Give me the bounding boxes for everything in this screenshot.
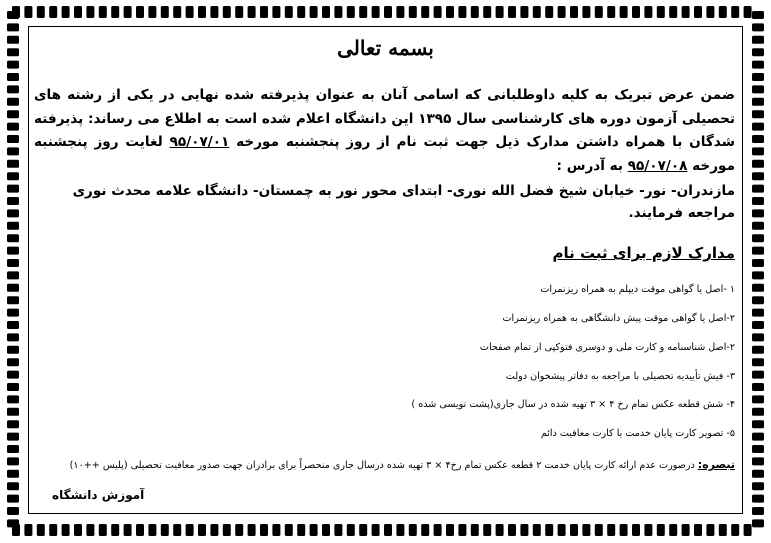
border-link (7, 309, 19, 317)
border-link (644, 524, 652, 536)
border-link (620, 6, 628, 18)
border-link (744, 524, 752, 536)
border-link (694, 6, 702, 18)
border-link (7, 395, 19, 403)
border-link (682, 524, 690, 536)
border-link (62, 524, 70, 536)
border-link (752, 172, 764, 180)
border-link (310, 6, 318, 18)
border-link (7, 346, 19, 354)
border-link (752, 23, 764, 31)
border-link (752, 408, 764, 416)
border-link (752, 135, 764, 143)
border-link (7, 296, 19, 304)
border-link (148, 6, 156, 18)
border-link (731, 6, 739, 18)
border-link (62, 6, 70, 18)
border-link (136, 6, 144, 18)
border-link (582, 524, 590, 536)
border-link (161, 6, 169, 18)
border-link (124, 524, 132, 536)
border-link (396, 524, 404, 536)
border-link (7, 110, 19, 118)
border-link (7, 73, 19, 81)
border-link (752, 222, 764, 230)
border-link (752, 309, 764, 317)
notice-content (30, 26, 741, 514)
border-link (7, 185, 19, 193)
border-link (210, 6, 218, 18)
border-link (644, 6, 652, 18)
border-link (752, 358, 764, 366)
border-link (458, 6, 466, 18)
border-link (7, 48, 19, 56)
border-link (173, 524, 181, 536)
border-link (421, 524, 429, 536)
border-link (7, 333, 19, 341)
border-link (7, 408, 19, 416)
border-link (752, 346, 764, 354)
border-link (7, 123, 19, 131)
border-link (7, 147, 19, 155)
border-link (607, 6, 615, 18)
border-link (74, 6, 82, 18)
border-link (446, 6, 454, 18)
border-link (752, 110, 764, 118)
border-link (272, 524, 280, 536)
border-link (508, 524, 516, 536)
border-link (752, 383, 764, 391)
border-link (223, 524, 231, 536)
border-link (7, 470, 19, 478)
border-link (752, 470, 764, 478)
border-link (558, 6, 566, 18)
border-link (210, 524, 218, 536)
border-link (752, 98, 764, 106)
border-link (752, 123, 764, 131)
border-link (235, 6, 243, 18)
border-link (570, 6, 578, 18)
border-link (186, 524, 194, 536)
border-link (384, 6, 392, 18)
border-link (752, 11, 764, 19)
border-link (752, 519, 764, 527)
doc-item: ۳- فیش تأییدیه تحصیلی با مراجعه به دفاتر پیشخوان دولت (505, 371, 735, 382)
border-link (409, 524, 417, 536)
border-link (752, 482, 764, 490)
border-link (752, 61, 764, 69)
border-link (409, 6, 417, 18)
border-link (7, 495, 19, 503)
border-link (471, 6, 479, 18)
border-link (285, 524, 293, 536)
end-date: ۹۵/۰۷/۰۸ (627, 157, 688, 174)
border-link (7, 371, 19, 379)
border-link (7, 445, 19, 453)
border-link (198, 6, 206, 18)
border-link (24, 6, 32, 18)
border-link (86, 524, 94, 536)
border-link (7, 383, 19, 391)
border-link (7, 135, 19, 143)
border-link (7, 321, 19, 329)
border-link (595, 6, 603, 18)
border-link (620, 524, 628, 536)
border-link (7, 247, 19, 255)
border-link (7, 284, 19, 292)
border-link (458, 524, 466, 536)
border-link (496, 524, 504, 536)
border-link (752, 271, 764, 279)
border-link (260, 524, 268, 536)
border-link (136, 524, 144, 536)
border-link (706, 6, 714, 18)
border-link (372, 6, 380, 18)
border-link (37, 524, 45, 536)
border-link (359, 6, 367, 18)
border-link (719, 6, 727, 18)
border-link (752, 73, 764, 81)
border-link (752, 234, 764, 242)
border-link (483, 6, 491, 18)
note-line (70, 458, 735, 471)
border-link (607, 524, 615, 536)
border-link (533, 524, 541, 536)
border-link (396, 6, 404, 18)
intro-text-part1: ضمن عرض تبریک به کلیه داوطلبانی که اسامی آنان به عنوان پذیرفته شده نهایی در یکی از رشته های تحصیلی آزمون دوره های کارشناسی سال ۱۳۹۵ این دانشگاه اعلام شده است به اطلاع می رساند: پذیرفته شدگان با همراه داشتن مدارک ذیل جهت ثبت نام از روز پنجشنبه مورخه (34, 87, 735, 150)
border-link (111, 524, 119, 536)
border-link (111, 6, 119, 18)
border-link (752, 457, 764, 465)
border-link (752, 259, 764, 267)
border-link (434, 6, 442, 18)
border-link (347, 6, 355, 18)
border-link (37, 6, 45, 18)
border-link (570, 524, 578, 536)
border-link (752, 160, 764, 168)
border-link (7, 61, 19, 69)
note-label: تبصره: (697, 458, 735, 471)
border-link (347, 524, 355, 536)
border-link (297, 524, 305, 536)
border-link (545, 524, 553, 536)
border-link (731, 524, 739, 536)
border-link (7, 271, 19, 279)
border-link (173, 6, 181, 18)
doc-item: ۲-اصل شناسنامه و کارت ملی و دوسری فتوکپی از تمام صفحات (479, 342, 735, 353)
border-link (669, 6, 677, 18)
doc-item: ۱ -اصل یا گواهی موقت دیپلم به همراه ریزنمرات (540, 284, 735, 295)
border-link (752, 85, 764, 93)
border-link (7, 507, 19, 515)
border-link (248, 524, 256, 536)
border-link (285, 6, 293, 18)
border-link (198, 524, 206, 536)
address-text: مازندران- نور- خیابان شیخ فضل الله نوری- ابتدای محور نور به چمستان- دانشگاه علامه محدث نوری مراجعه فرمایند. (72, 183, 735, 221)
border-link (334, 6, 342, 18)
border-link (359, 524, 367, 536)
border-link (558, 524, 566, 536)
footer-signature: آموزش دانشگاه (52, 488, 145, 502)
border-link (752, 209, 764, 217)
border-link (752, 284, 764, 292)
border-link (7, 36, 19, 44)
border-link (7, 209, 19, 217)
border-link (7, 11, 19, 19)
border-link (682, 6, 690, 18)
border-link (744, 6, 752, 18)
border-link (752, 495, 764, 503)
border-link (483, 524, 491, 536)
border-link (99, 6, 107, 18)
border-link (7, 420, 19, 428)
border-link (657, 524, 665, 536)
border-link (148, 524, 156, 536)
border-link (334, 524, 342, 536)
border-link (322, 6, 330, 18)
border-link (7, 160, 19, 168)
border-link (7, 482, 19, 490)
border-link (520, 6, 528, 18)
border-link (248, 6, 256, 18)
border-link (719, 524, 727, 536)
border-link (434, 524, 442, 536)
border-link (7, 259, 19, 267)
doc-item: ۲-اصل یا گواهی موقت پیش دانشگاهی به همراه ریزنمرات (502, 313, 735, 324)
border-link (7, 358, 19, 366)
border-link (74, 524, 82, 536)
border-link (297, 6, 305, 18)
border-link (7, 85, 19, 93)
border-link (520, 524, 528, 536)
border-link (124, 6, 132, 18)
border-link (49, 6, 57, 18)
docs-heading: مدارک لازم برای ثبت نام (552, 244, 735, 262)
border-link (533, 6, 541, 18)
border-link (7, 23, 19, 31)
border-link (752, 321, 764, 329)
border-link (496, 6, 504, 18)
border-link (86, 6, 94, 18)
doc-item: ۵- تصویر کارت پایان خدمت یا کارت معافیت دائم (540, 428, 735, 439)
intro-text-part3: به آدرس : (556, 157, 628, 174)
border-link (421, 6, 429, 18)
border-link (595, 524, 603, 536)
border-link (161, 524, 169, 536)
border-link (310, 524, 318, 536)
border-link (694, 524, 702, 536)
border-link (632, 6, 640, 18)
border-link (752, 197, 764, 205)
border-link (752, 371, 764, 379)
start-date: ۹۵/۰۷/۰۱ (169, 134, 230, 150)
border-link (384, 524, 392, 536)
border-link (260, 6, 268, 18)
page-title: بسمه تعالی (337, 36, 434, 60)
border-link (186, 6, 194, 18)
border-link (752, 36, 764, 44)
border-link (752, 445, 764, 453)
border-link (752, 433, 764, 441)
border-link (7, 197, 19, 205)
border-link (7, 234, 19, 242)
border-link (752, 507, 764, 515)
border-link (508, 6, 516, 18)
border-link (7, 98, 19, 106)
border-link (632, 524, 640, 536)
border-link (752, 395, 764, 403)
border-link (471, 524, 479, 536)
border-link (7, 519, 19, 527)
border-link (669, 524, 677, 536)
border-link (272, 6, 280, 18)
border-link (752, 247, 764, 255)
border-link (752, 420, 764, 428)
doc-item: ۴- شش قطعه عکس تمام رخ ۴ × ۳ تهیه شده در سال جاری(پشت نویسی شده ) (411, 399, 735, 410)
note-text: درصورت عدم ارائه کارت پایان خدمت ۲ قطعه عکس تمام رخ۴ × ۳ تهیه شده درسال جاری منحصراً برای برادران جهت صدور معافیت تحصیلی (پلیس ++۱۰) (69, 460, 698, 471)
border-link (7, 457, 19, 465)
intro-text-part2: لغایت روز پنجشنبه مورخه (34, 134, 735, 174)
border-link (545, 6, 553, 18)
border-link (752, 147, 764, 155)
border-link (223, 6, 231, 18)
border-link (235, 524, 243, 536)
border-link (752, 296, 764, 304)
border-link (752, 185, 764, 193)
border-link (49, 524, 57, 536)
border-link (706, 524, 714, 536)
intro-paragraph (34, 84, 735, 178)
border-link (99, 524, 107, 536)
border-link (657, 6, 665, 18)
border-link (7, 222, 19, 230)
border-link (322, 524, 330, 536)
border-link (582, 6, 590, 18)
border-link (7, 433, 19, 441)
border-link (752, 48, 764, 56)
border-link (752, 333, 764, 341)
border-link (446, 524, 454, 536)
border-link (372, 524, 380, 536)
border-link (7, 172, 19, 180)
border-link (24, 524, 32, 536)
